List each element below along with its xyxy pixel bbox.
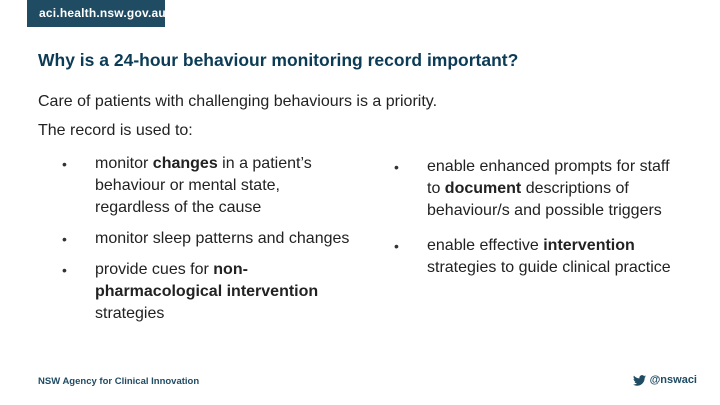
bullet-emphasis: changes — [152, 155, 218, 172]
footer-agency: NSW Agency for Clinical Innovation — [38, 376, 200, 387]
intro-text: Care of patients with challenging behaviours is a priority. — [38, 93, 438, 110]
bullet-marker: • — [394, 238, 399, 254]
bullet-text: enable effective — [427, 237, 544, 254]
bullet-text: enable enhanced prompts for staff to — [427, 158, 670, 197]
bullet-text: monitor — [95, 155, 153, 172]
bullet-item — [394, 156, 684, 222]
bullet-text: monitor sleep patterns and changes — [95, 230, 350, 247]
footer-twitter[interactable] — [633, 374, 697, 386]
twitter-icon — [633, 375, 646, 386]
bullet-emphasis: non-pharmacological intervention — [95, 261, 319, 300]
bullet-emphasis: document — [444, 180, 522, 197]
bullet-item — [62, 228, 352, 250]
bullet-marker: • — [394, 159, 399, 175]
bullet-text: in a patient’s behaviour or mental state, regardless of the cause — [95, 155, 312, 216]
bullet-marker: • — [62, 231, 67, 247]
bullet-emphasis: intervention — [543, 237, 635, 254]
bullet-item — [62, 259, 352, 325]
left-bullet-list — [62, 153, 352, 334]
bullet-text: provide cues for — [95, 261, 214, 278]
bullet-marker: • — [62, 156, 67, 172]
right-bullet-list — [394, 156, 684, 292]
bullet-text: descriptions of behaviour/s and possible triggers — [427, 180, 662, 219]
slide-title: Why is a 24-hour behaviour monitoring record important? — [38, 50, 519, 70]
bullet-marker: • — [62, 262, 67, 278]
bullet-item — [394, 235, 684, 279]
bullet-item — [62, 153, 352, 219]
bullet-text: strategies — [95, 305, 165, 322]
twitter-handle: @nswaci — [649, 374, 697, 386]
bullet-text: strategies to guide clinical practice — [427, 259, 671, 276]
site-url-badge: aci.health.nsw.gov.au — [27, 0, 165, 27]
lead-text: The record is used to: — [38, 122, 193, 139]
